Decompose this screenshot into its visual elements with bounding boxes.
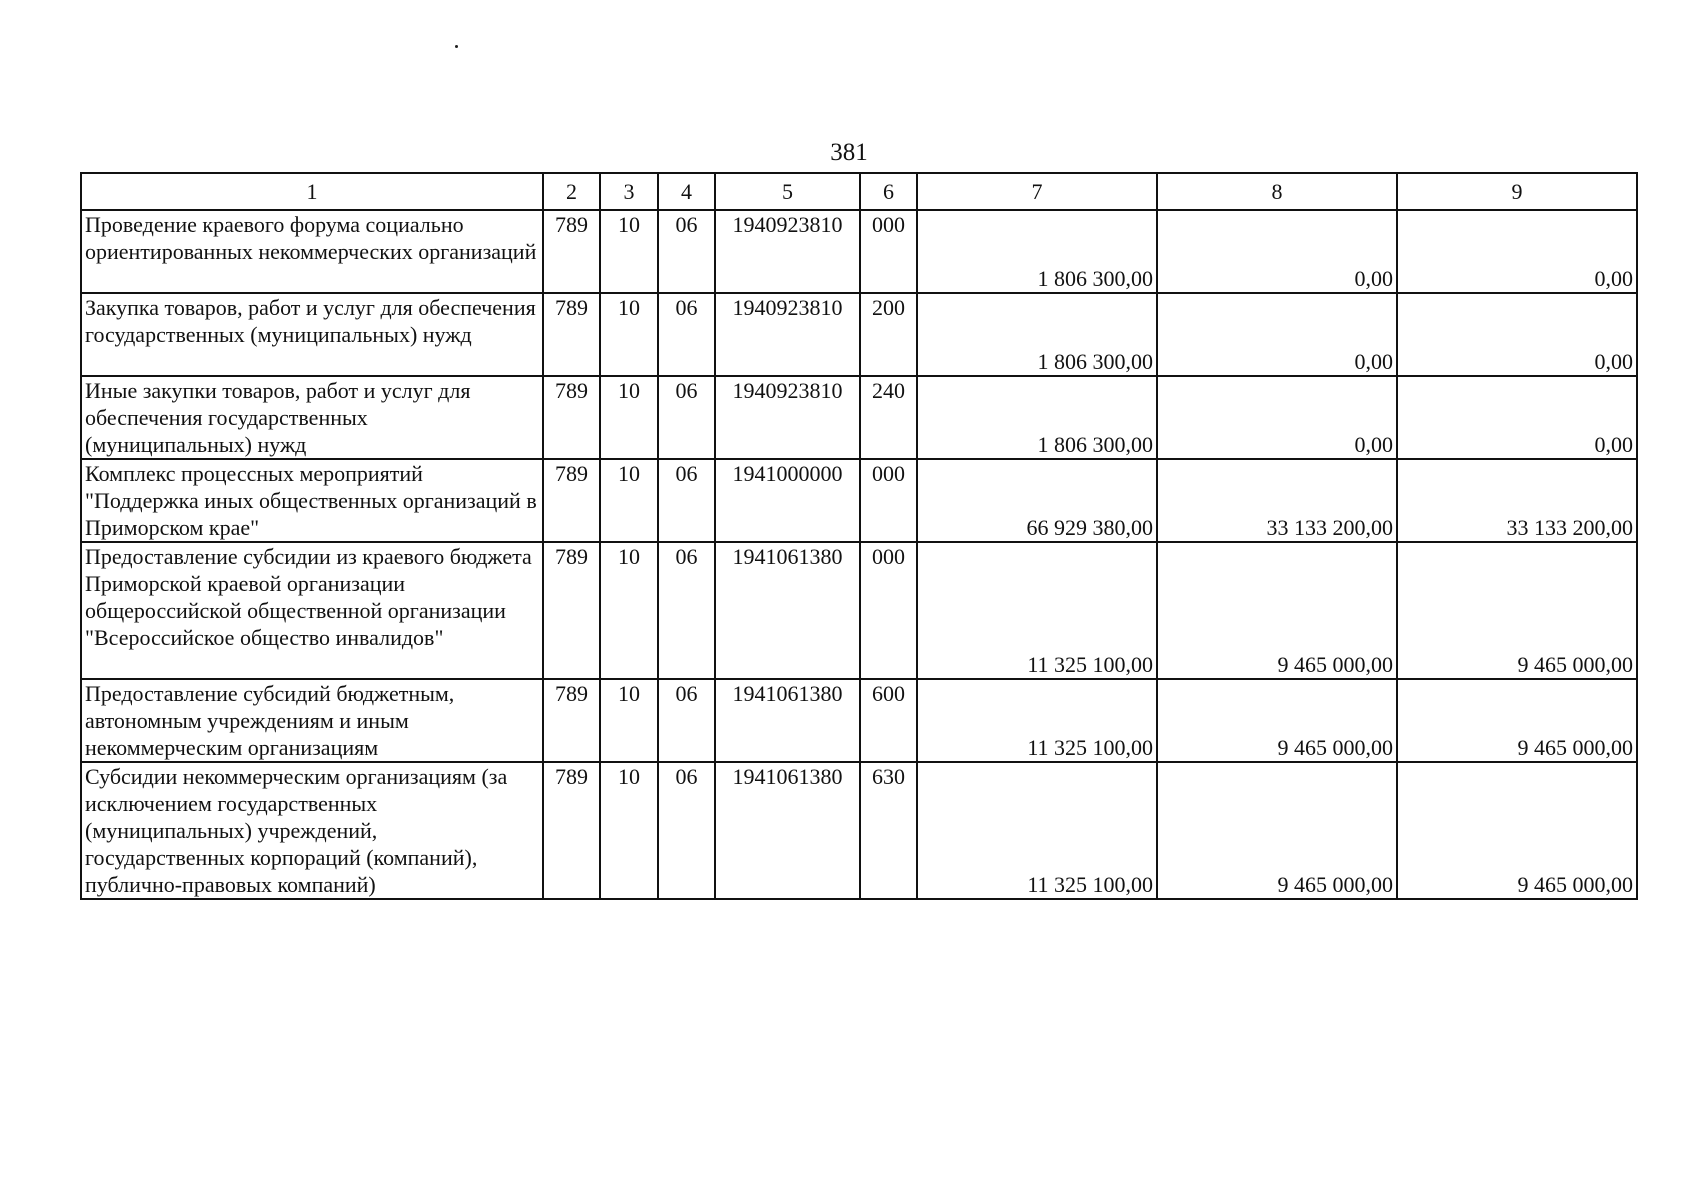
cell-col7: 11 325 100,00 xyxy=(917,762,1157,899)
cell-col6: 600 xyxy=(860,679,917,762)
cell-col6: 000 xyxy=(860,542,917,679)
row-name: Закупка товаров, работ и услуг для обеспечения государственных (муниципальных) нужд xyxy=(81,293,543,376)
cell-col8: 0,00 xyxy=(1157,376,1397,459)
cell-col5: 1941061380 xyxy=(715,762,860,899)
header-cell: 2 xyxy=(543,173,600,210)
cell-col7: 66 929 380,00 xyxy=(917,459,1157,542)
page-number: 381 xyxy=(830,139,868,166)
row-name: Проведение краевого форума социально ориентированных некоммерческих организаций xyxy=(81,210,543,293)
cell-col7: 1 806 300,00 xyxy=(917,293,1157,376)
budget-table xyxy=(80,172,1638,900)
cell-col4: 06 xyxy=(658,459,715,542)
cell-col6: 630 xyxy=(860,762,917,899)
table-row xyxy=(81,293,1637,376)
cell-col6: 200 xyxy=(860,293,917,376)
cell-col2: 789 xyxy=(543,762,600,899)
cell-col3: 10 xyxy=(600,293,658,376)
cell-col3: 10 xyxy=(600,542,658,679)
table-row xyxy=(81,376,1637,459)
cell-col2: 789 xyxy=(543,376,600,459)
cell-col3: 10 xyxy=(600,459,658,542)
cell-col3: 10 xyxy=(600,376,658,459)
cell-col7: 1 806 300,00 xyxy=(917,210,1157,293)
cell-col4: 06 xyxy=(658,679,715,762)
cell-col3: 10 xyxy=(600,210,658,293)
header-cell: 8 xyxy=(1157,173,1397,210)
cell-col2: 789 xyxy=(543,293,600,376)
cell-col2: 789 xyxy=(543,542,600,679)
header-cell: 6 xyxy=(860,173,917,210)
cell-col8: 9 465 000,00 xyxy=(1157,542,1397,679)
cell-col6: 240 xyxy=(860,376,917,459)
cell-col9: 0,00 xyxy=(1397,376,1637,459)
cell-col6: 000 xyxy=(860,459,917,542)
table-row xyxy=(81,762,1637,899)
cell-col2: 789 xyxy=(543,679,600,762)
header-cell: 5 xyxy=(715,173,860,210)
cell-col5: 1940923810 xyxy=(715,210,860,293)
cell-col4: 06 xyxy=(658,210,715,293)
table-row xyxy=(81,459,1637,542)
scan-speck xyxy=(455,45,458,48)
cell-col5: 1941061380 xyxy=(715,679,860,762)
table-row xyxy=(81,679,1637,762)
cell-col8: 9 465 000,00 xyxy=(1157,679,1397,762)
cell-col4: 06 xyxy=(658,542,715,679)
cell-col8: 0,00 xyxy=(1157,293,1397,376)
cell-col9: 9 465 000,00 xyxy=(1397,679,1637,762)
cell-col5: 1941000000 xyxy=(715,459,860,542)
row-name: Предоставление субсидии из краевого бюджета Приморской краевой организации общероссийской общественной организации "Всероссийское общество инвалидов" xyxy=(81,542,543,679)
cell-col3: 10 xyxy=(600,762,658,899)
cell-col2: 789 xyxy=(543,459,600,542)
cell-col9: 33 133 200,00 xyxy=(1397,459,1637,542)
cell-col8: 33 133 200,00 xyxy=(1157,459,1397,542)
cell-col5: 1940923810 xyxy=(715,293,860,376)
row-name: Субсидии некоммерческим организациям (за исключением государственных (муниципальных) учреждений, государственных корпораций (компаний), публично-правовых компаний) xyxy=(81,762,543,899)
cell-col4: 06 xyxy=(658,376,715,459)
cell-col8: 0,00 xyxy=(1157,210,1397,293)
cell-col5: 1940923810 xyxy=(715,376,860,459)
row-name: Комплекс процессных мероприятий "Поддержка иных общественных организаций в Приморском крае" xyxy=(81,459,543,542)
cell-col9: 0,00 xyxy=(1397,293,1637,376)
cell-col4: 06 xyxy=(658,293,715,376)
header-cell: 4 xyxy=(658,173,715,210)
header-cell: 9 xyxy=(1397,173,1637,210)
cell-col8: 9 465 000,00 xyxy=(1157,762,1397,899)
header-cell: 7 xyxy=(917,173,1157,210)
table-row xyxy=(81,210,1637,293)
table-row xyxy=(81,542,1637,679)
cell-col5: 1941061380 xyxy=(715,542,860,679)
cell-col7: 11 325 100,00 xyxy=(917,679,1157,762)
cell-col9: 9 465 000,00 xyxy=(1397,542,1637,679)
cell-col9: 0,00 xyxy=(1397,210,1637,293)
cell-col7: 11 325 100,00 xyxy=(917,542,1157,679)
cell-col2: 789 xyxy=(543,210,600,293)
row-name: Иные закупки товаров, работ и услуг для обеспечения государственных (муниципальных) нужд xyxy=(81,376,543,459)
cell-col6: 000 xyxy=(860,210,917,293)
table-header-row xyxy=(81,173,1637,210)
cell-col3: 10 xyxy=(600,679,658,762)
cell-col7: 1 806 300,00 xyxy=(917,376,1157,459)
header-cell: 1 xyxy=(81,173,543,210)
cell-col4: 06 xyxy=(658,762,715,899)
cell-col9: 9 465 000,00 xyxy=(1397,762,1637,899)
header-cell: 3 xyxy=(600,173,658,210)
row-name: Предоставление субсидий бюджетным, автономным учреждениям и иным некоммерческим организациям xyxy=(81,679,543,762)
